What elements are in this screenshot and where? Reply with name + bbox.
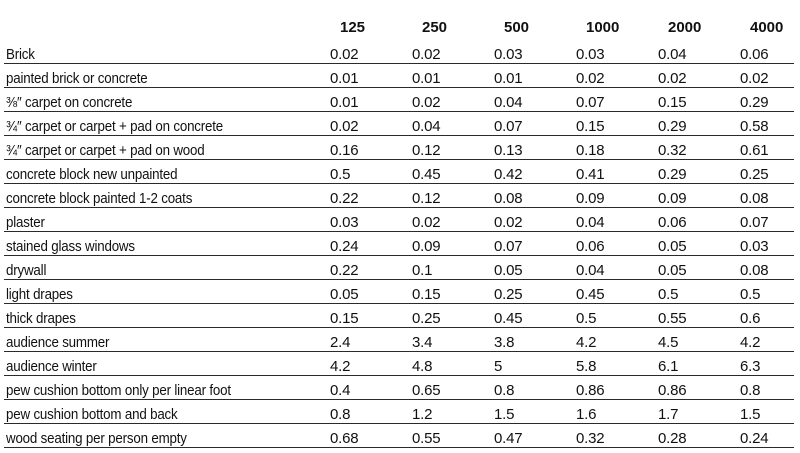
table-cell: 0.06 (654, 208, 736, 232)
row-label (4, 88, 326, 112)
table-cell: 0.08 (490, 184, 572, 208)
table-cell: 0.22 (326, 184, 408, 208)
row-label-text: ¾″ carpet or carpet + pad on concrete (6, 119, 224, 135)
table-cell: 0.03 (572, 41, 654, 64)
table-cell: 0.47 (490, 424, 572, 448)
table-cell: 5 (490, 352, 572, 376)
table-cell: 0.15 (326, 304, 408, 328)
row-label (4, 184, 326, 208)
table-row (4, 304, 794, 328)
table-cell: 0.55 (654, 304, 736, 328)
table-row (4, 424, 794, 448)
table-cell: 0.07 (490, 112, 572, 136)
table-cell: 0.01 (408, 64, 490, 88)
table-cell: 5.8 (572, 352, 654, 376)
table-cell: 0.45 (490, 304, 572, 328)
table-cell: 0.13 (490, 136, 572, 160)
table-cell: 0.41 (572, 160, 654, 184)
table-cell: 0.04 (654, 41, 736, 64)
header-cell-125: 125 (340, 19, 366, 36)
header-cell-500: 500 (504, 19, 530, 36)
table-cell: 3.8 (490, 328, 572, 352)
table-body (4, 41, 794, 448)
table-cell: 1.5 (490, 400, 572, 424)
row-label-text: wood seating per person empty (6, 431, 187, 447)
table-cell: 0.09 (654, 184, 736, 208)
table-cell: 0.32 (654, 136, 736, 160)
table-cell: 0.07 (572, 88, 654, 112)
table-cell: 0.65 (408, 376, 490, 400)
table-cell: 0.16 (326, 136, 408, 160)
table-cell: 0.03 (736, 232, 794, 256)
table-cell: 0.24 (736, 424, 794, 448)
row-label (4, 400, 326, 424)
table-cell: 0.25 (408, 304, 490, 328)
row-label (4, 376, 326, 400)
absorption-table (4, 14, 794, 448)
table-cell: 0.07 (736, 208, 794, 232)
table-cell: 0.55 (408, 424, 490, 448)
table-cell: 1.2 (408, 400, 490, 424)
table-header (4, 14, 794, 41)
table-cell: 0.06 (572, 232, 654, 256)
table-cell: 0.8 (490, 376, 572, 400)
header-cell-1000: 1000 (586, 19, 620, 36)
table-row (4, 352, 794, 376)
row-label (4, 232, 326, 256)
table-cell: 0.25 (490, 280, 572, 304)
row-label-text: pew cushion bottom and back (6, 407, 178, 423)
row-label (4, 328, 326, 352)
table-cell: 0.02 (326, 41, 408, 64)
table-cell: 0.86 (654, 376, 736, 400)
table-cell: 0.42 (490, 160, 572, 184)
table-cell: 0.09 (408, 232, 490, 256)
table-row (4, 64, 794, 88)
table-row (4, 41, 794, 64)
table-row (4, 208, 794, 232)
row-label-text: thick drapes (6, 311, 76, 327)
table-cell: 0.08 (736, 184, 794, 208)
table-cell: 0.07 (490, 232, 572, 256)
row-label (4, 112, 326, 136)
table-cell: 0.05 (326, 280, 408, 304)
table-cell: 0.02 (736, 64, 794, 88)
table-row (4, 232, 794, 256)
header-cell-4000: 4000 (750, 19, 784, 36)
table-cell: 0.02 (408, 208, 490, 232)
header-cell-250: 250 (422, 19, 448, 36)
table-cell: 4.2 (572, 328, 654, 352)
table-cell: 0.02 (326, 112, 408, 136)
table-cell: 0.5 (572, 304, 654, 328)
row-label-text: audience winter (6, 359, 97, 375)
row-label-text: plaster (6, 215, 45, 231)
row-label-text: concrete block painted 1-2 coats (6, 191, 193, 207)
table-cell: 0.03 (326, 208, 408, 232)
row-label-text: drywall (6, 263, 47, 279)
row-label-text: pew cushion bottom only per linear foot (6, 383, 231, 399)
table-row (4, 112, 794, 136)
table-cell: 0.5 (654, 280, 736, 304)
table-cell: 0.24 (326, 232, 408, 256)
table-cell: 0.4 (326, 376, 408, 400)
table-cell: 0.15 (408, 280, 490, 304)
table-cell: 0.06 (736, 41, 794, 64)
table-cell: 0.22 (326, 256, 408, 280)
table-row (4, 256, 794, 280)
table-cell: 1.7 (654, 400, 736, 424)
table-cell: 0.29 (654, 112, 736, 136)
table-cell: 0.09 (572, 184, 654, 208)
row-label (4, 256, 326, 280)
table-cell: 4.5 (654, 328, 736, 352)
table-cell: 3.4 (408, 328, 490, 352)
header-row (4, 14, 794, 41)
table-cell: 6.3 (736, 352, 794, 376)
row-label-text: ¾″ carpet or carpet + pad on wood (6, 143, 205, 159)
table-cell: 0.6 (736, 304, 794, 328)
table-cell: 0.02 (408, 41, 490, 64)
table-cell: 6.1 (654, 352, 736, 376)
table-cell: 0.01 (326, 88, 408, 112)
table-cell: 0.29 (736, 88, 794, 112)
table-cell: 4.8 (408, 352, 490, 376)
table-cell: 0.12 (408, 184, 490, 208)
table-cell: 0.01 (490, 64, 572, 88)
header-cell-label (4, 14, 326, 41)
table-cell: 0.04 (572, 208, 654, 232)
row-label-text: ⅜″ carpet on concrete (6, 95, 133, 111)
table-cell: 0.18 (572, 136, 654, 160)
table-cell: 1.6 (572, 400, 654, 424)
table-cell: 0.05 (490, 256, 572, 280)
table-cell: 0.5 (736, 280, 794, 304)
table-cell: 4.2 (736, 328, 794, 352)
row-label (4, 160, 326, 184)
table-cell: 0.45 (572, 280, 654, 304)
table-cell: 0.5 (326, 160, 408, 184)
table-cell: 0.02 (490, 208, 572, 232)
table-cell: 0.12 (408, 136, 490, 160)
row-label-text: concrete block new unpainted (6, 167, 178, 183)
table-cell: 0.15 (572, 112, 654, 136)
table-cell: 0.8 (326, 400, 408, 424)
table-row (4, 88, 794, 112)
table-cell: 0.01 (326, 64, 408, 88)
table-cell: 0.1 (408, 256, 490, 280)
table-cell: 0.58 (736, 112, 794, 136)
row-label (4, 136, 326, 160)
table-cell: 0.04 (408, 112, 490, 136)
table-cell: 0.05 (654, 256, 736, 280)
table-cell: 0.02 (572, 64, 654, 88)
table-cell: 0.04 (572, 256, 654, 280)
table-cell: 0.45 (408, 160, 490, 184)
table-row (4, 136, 794, 160)
row-label (4, 208, 326, 232)
table-cell: 4.2 (326, 352, 408, 376)
row-label (4, 304, 326, 328)
row-label-text: Brick (6, 47, 35, 63)
table-cell: 0.29 (654, 160, 736, 184)
row-label (4, 64, 326, 88)
table-cell: 0.28 (654, 424, 736, 448)
table-cell: 0.04 (490, 88, 572, 112)
table-row (4, 280, 794, 304)
table-cell: 0.03 (490, 41, 572, 64)
table-row (4, 160, 794, 184)
table-cell: 0.25 (736, 160, 794, 184)
row-label (4, 352, 326, 376)
header-cell-2000: 2000 (668, 19, 702, 36)
table-cell: 0.15 (654, 88, 736, 112)
row-label-text: stained glass windows (6, 239, 135, 255)
table-cell: 0.86 (572, 376, 654, 400)
table-cell: 0.02 (654, 64, 736, 88)
table-cell: 0.32 (572, 424, 654, 448)
table-row (4, 376, 794, 400)
row-label-text: painted brick or concrete (6, 71, 148, 87)
row-label-text: audience summer (6, 335, 110, 351)
table-cell: 0.61 (736, 136, 794, 160)
row-label-text: light drapes (6, 287, 73, 303)
table-cell: 1.5 (736, 400, 794, 424)
table-cell: 0.05 (654, 232, 736, 256)
table-cell: 0.02 (408, 88, 490, 112)
row-label (4, 280, 326, 304)
row-label (4, 41, 326, 64)
table-row (4, 400, 794, 424)
table-cell: 0.68 (326, 424, 408, 448)
table-cell: 0.08 (736, 256, 794, 280)
row-label (4, 424, 326, 448)
table-row (4, 328, 794, 352)
table-row (4, 184, 794, 208)
table-cell: 2.4 (326, 328, 408, 352)
table-cell: 0.8 (736, 376, 794, 400)
